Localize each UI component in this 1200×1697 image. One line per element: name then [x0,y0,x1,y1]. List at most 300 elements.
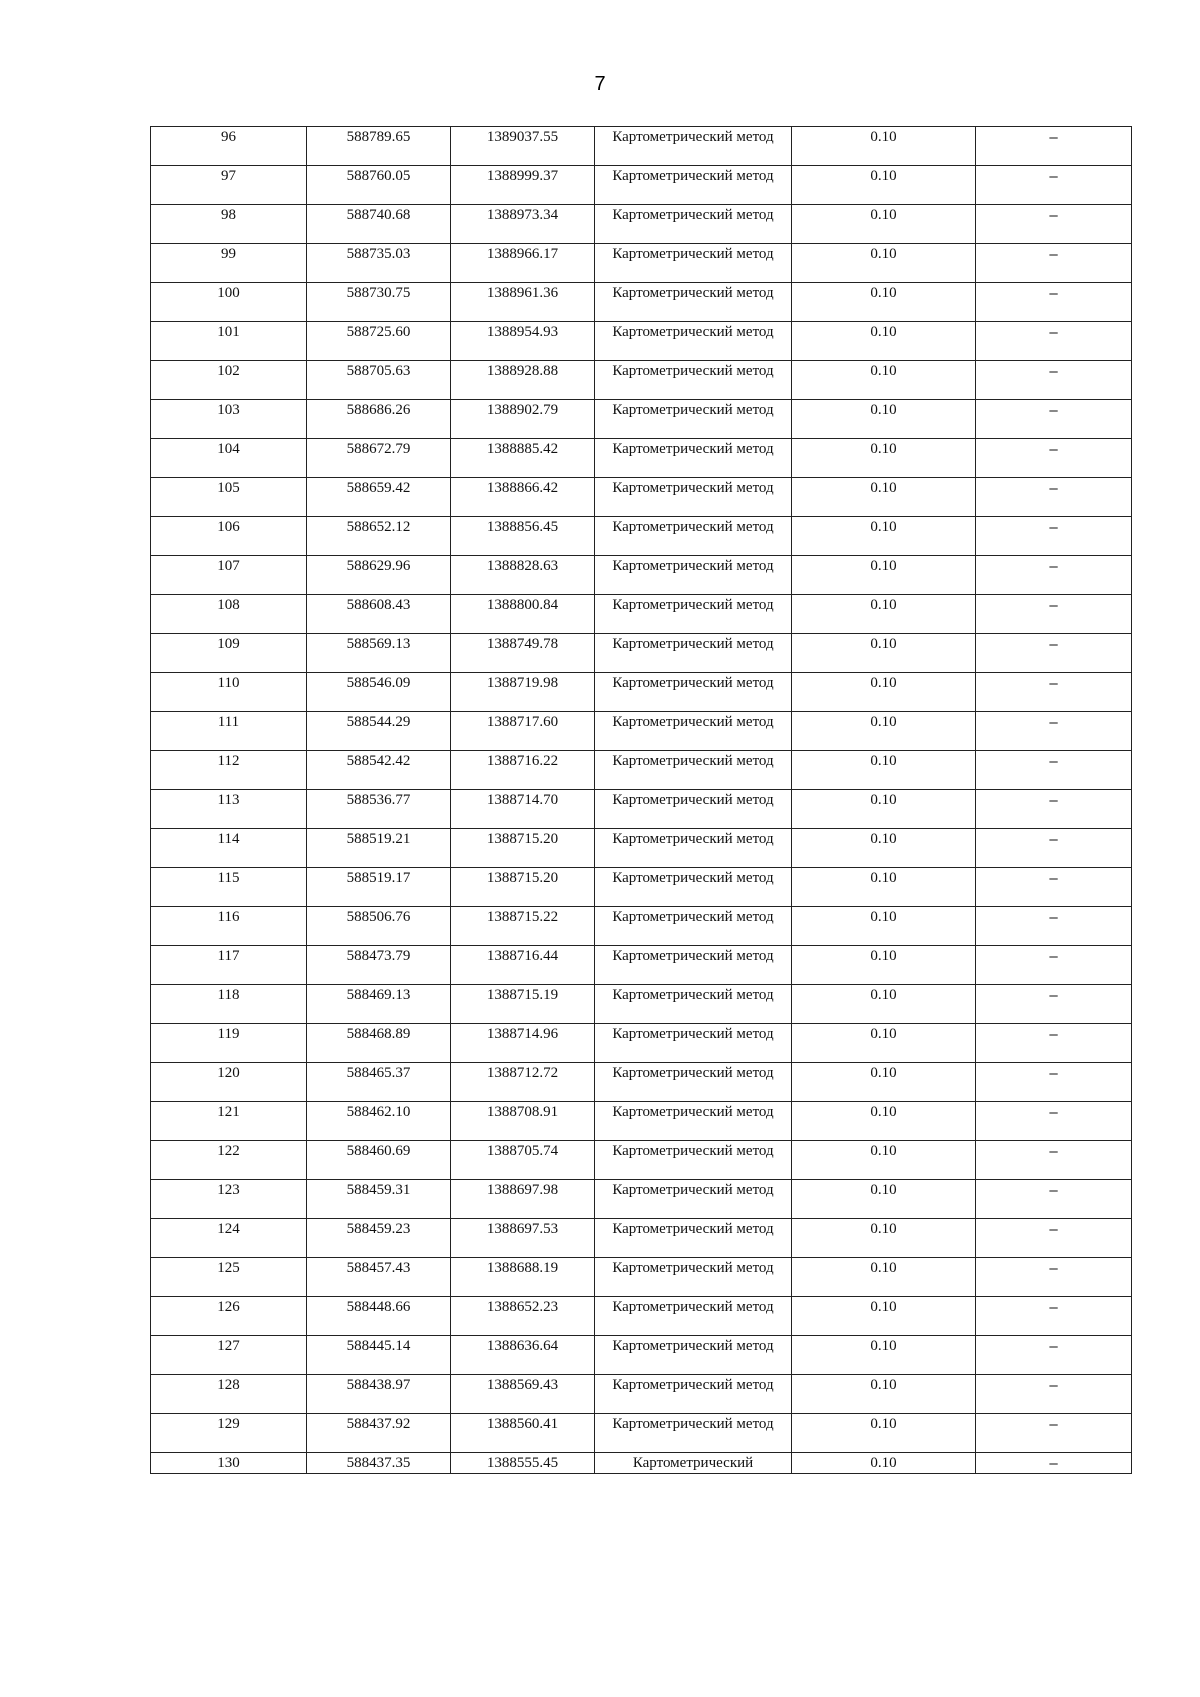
accuracy-cell-text: 0.10 [870,1416,897,1432]
method-cell-text: Картометрический метод [612,636,774,652]
x-coordinate-cell [307,1375,451,1414]
point-number-cell-text: 97 [221,168,236,184]
point-number-cell [151,1336,307,1375]
x-coordinate-cell [307,1414,451,1453]
accuracy-cell [792,1414,976,1453]
point-number-cell-text: 100 [217,285,240,301]
x-coordinate-cell [307,1297,451,1336]
point-number-cell [151,673,307,712]
point-number-cell-text: 96 [221,129,236,145]
y-coordinate-cell [451,1180,595,1219]
x-coordinate-cell-text: 588760.05 [346,168,411,184]
table-row [151,283,1132,322]
table-row [151,556,1132,595]
accuracy-cell [792,868,976,907]
description-cell [976,1024,1132,1063]
point-number-cell [151,1414,307,1453]
point-number-cell-text: 108 [217,597,240,613]
point-number-cell-text: 128 [217,1377,240,1393]
method-cell [595,439,792,478]
y-coordinate-cell [451,673,595,712]
accuracy-cell [792,946,976,985]
y-coordinate-cell-text: 1388569.43 [486,1377,559,1393]
accuracy-cell-text: 0.10 [870,519,897,535]
y-coordinate-cell-text: 1388714.96 [486,1026,559,1042]
y-coordinate-cell-text: 1388800.84 [486,597,559,613]
method-cell-text: Картометрический метод [612,285,774,301]
method-cell [595,1375,792,1414]
y-coordinate-cell-text: 1388715.19 [486,987,559,1003]
x-coordinate-cell [307,1336,451,1375]
accuracy-cell-text: 0.10 [870,441,897,457]
y-coordinate-cell-text: 1388697.53 [486,1221,559,1237]
x-coordinate-cell [307,829,451,868]
y-coordinate-cell [451,946,595,985]
x-coordinate-cell [307,439,451,478]
y-coordinate-cell-text: 1388716.22 [486,753,559,769]
y-coordinate-cell [451,283,595,322]
method-cell [595,790,792,829]
table-row [151,361,1132,400]
point-number-cell [151,1102,307,1141]
point-number-cell-text: 118 [217,987,240,1003]
y-coordinate-cell [451,790,595,829]
y-coordinate-cell [451,1453,595,1474]
method-cell [595,166,792,205]
description-cell [976,556,1132,595]
point-number-cell [151,946,307,985]
table-row [151,829,1132,868]
x-coordinate-cell [307,361,451,400]
description-cell-text: – [1049,402,1058,419]
point-number-cell-text: 125 [217,1260,240,1276]
accuracy-cell-text: 0.10 [870,1260,897,1276]
accuracy-cell-text: 0.10 [870,402,897,418]
description-cell [976,205,1132,244]
method-cell [595,478,792,517]
point-number-cell [151,751,307,790]
table-row [151,907,1132,946]
accuracy-cell-text: 0.10 [870,636,897,652]
description-cell [976,1414,1132,1453]
y-coordinate-cell [451,634,595,673]
method-cell [595,244,792,283]
point-number-cell [151,1258,307,1297]
description-cell-text: – [1049,480,1058,497]
point-number-cell [151,829,307,868]
accuracy-cell [792,1063,976,1102]
description-cell-text: – [1049,1416,1058,1433]
y-coordinate-cell-text: 1388555.45 [486,1455,559,1471]
method-cell-text: Картометрический метод [612,1377,774,1393]
description-cell [976,1141,1132,1180]
point-number-cell [151,595,307,634]
point-number-cell-text: 103 [217,402,240,418]
table-row [151,868,1132,907]
method-cell-text: Картометрический метод [612,1182,774,1198]
point-number-cell [151,1063,307,1102]
x-coordinate-cell-text: 588608.43 [346,597,411,613]
table-row [151,1102,1132,1141]
x-coordinate-cell [307,1063,451,1102]
x-coordinate-cell [307,985,451,1024]
method-cell-text: Картометрический метод [612,1299,774,1315]
method-cell-text: Картометрический метод [612,987,774,1003]
method-cell [595,1063,792,1102]
description-cell-text: – [1049,1338,1058,1355]
method-cell-text: Картометрический метод [612,480,774,496]
table-row [151,1258,1132,1297]
method-cell [595,361,792,400]
point-number-cell-text: 117 [217,948,240,964]
method-cell-text: Картометрический [632,1455,754,1471]
x-coordinate-cell-text: 588730.75 [346,285,411,301]
point-number-cell-text: 126 [217,1299,240,1315]
point-number-cell-text: 114 [217,831,240,847]
table-row [151,1453,1132,1474]
table-row [151,478,1132,517]
x-coordinate-cell [307,1219,451,1258]
y-coordinate-cell [451,517,595,556]
point-number-cell-text: 119 [217,1026,240,1042]
description-cell [976,790,1132,829]
method-cell-text: Картометрический метод [612,1065,774,1081]
accuracy-cell [792,907,976,946]
y-coordinate-cell-text: 1388697.98 [486,1182,559,1198]
point-number-cell-text: 112 [217,753,240,769]
point-number-cell-text: 113 [217,792,240,808]
description-cell [976,946,1132,985]
description-cell [976,634,1132,673]
method-cell [595,634,792,673]
accuracy-cell [792,1102,976,1141]
method-cell-text: Картометрический метод [612,753,774,769]
y-coordinate-cell-text: 1388719.98 [486,675,559,691]
point-number-cell-text: 120 [217,1065,240,1081]
x-coordinate-cell [307,790,451,829]
method-cell [595,1141,792,1180]
x-coordinate-cell-text: 588542.42 [346,753,411,769]
table-row [151,1297,1132,1336]
description-cell [976,283,1132,322]
description-cell-text: – [1049,519,1058,536]
x-coordinate-cell [307,712,451,751]
table-row [151,205,1132,244]
x-coordinate-cell-text: 588462.10 [346,1104,411,1120]
description-cell [976,244,1132,283]
y-coordinate-cell-text: 1388866.42 [486,480,559,496]
y-coordinate-cell-text: 1388712.72 [486,1065,559,1081]
point-number-cell-text: 124 [217,1221,240,1237]
accuracy-cell [792,1219,976,1258]
x-coordinate-cell [307,751,451,790]
accuracy-cell [792,595,976,634]
description-cell [976,166,1132,205]
description-cell-text: – [1049,285,1058,302]
accuracy-cell-text: 0.10 [870,1221,897,1237]
accuracy-cell [792,556,976,595]
description-cell-text: – [1049,441,1058,458]
method-cell-text: Картометрический метод [612,831,774,847]
y-coordinate-cell [451,1258,595,1297]
x-coordinate-cell-text: 588469.13 [346,987,411,1003]
description-cell-text: – [1049,1260,1058,1277]
y-coordinate-cell-text: 1388715.22 [486,909,559,925]
point-number-cell [151,868,307,907]
description-cell-text: – [1049,1377,1058,1394]
accuracy-cell [792,1141,976,1180]
point-number-cell-text: 127 [217,1338,240,1354]
point-number-cell-text: 122 [217,1143,240,1159]
x-coordinate-cell-text: 588448.66 [346,1299,411,1315]
y-coordinate-cell [451,751,595,790]
y-coordinate-cell [451,712,595,751]
x-coordinate-cell [307,634,451,673]
description-cell-text: – [1049,324,1058,341]
accuracy-cell-text: 0.10 [870,1143,897,1159]
method-cell [595,946,792,985]
x-coordinate-cell-text: 588460.69 [346,1143,411,1159]
point-number-cell [151,517,307,556]
y-coordinate-cell [451,478,595,517]
method-cell-text: Картометрический метод [612,402,774,418]
method-cell-text: Картометрический метод [612,1104,774,1120]
x-coordinate-cell-text: 588740.68 [346,207,411,223]
description-cell-text: – [1049,1065,1058,1082]
point-number-cell-text: 106 [217,519,240,535]
accuracy-cell [792,829,976,868]
point-number-cell [151,1141,307,1180]
coordinates-table-body [151,127,1132,1474]
description-cell [976,829,1132,868]
accuracy-cell-text: 0.10 [870,1338,897,1354]
method-cell [595,1453,792,1474]
accuracy-cell-text: 0.10 [870,1455,897,1471]
x-coordinate-cell-text: 588437.92 [346,1416,411,1432]
point-number-cell-text: 109 [217,636,240,652]
accuracy-cell-text: 0.10 [870,675,897,691]
accuracy-cell [792,361,976,400]
y-coordinate-cell-text: 1388716.44 [486,948,559,964]
x-coordinate-cell-text: 588544.29 [346,714,411,730]
x-coordinate-cell-text: 588459.31 [346,1182,411,1198]
method-cell [595,1414,792,1453]
table-row [151,985,1132,1024]
point-number-cell [151,283,307,322]
method-cell [595,868,792,907]
table-row [151,1141,1132,1180]
description-cell-text: – [1049,792,1058,809]
accuracy-cell-text: 0.10 [870,129,897,145]
point-number-cell [151,439,307,478]
table-row [151,1024,1132,1063]
description-cell-text: – [1049,948,1058,965]
method-cell [595,283,792,322]
point-number-cell-text: 102 [217,363,240,379]
method-cell [595,1180,792,1219]
description-cell-text: – [1049,675,1058,692]
method-cell [595,673,792,712]
point-number-cell [151,985,307,1024]
x-coordinate-cell [307,556,451,595]
y-coordinate-cell [451,868,595,907]
accuracy-cell-text: 0.10 [870,207,897,223]
point-number-cell [151,907,307,946]
point-number-cell [151,205,307,244]
x-coordinate-cell [307,673,451,712]
description-cell [976,400,1132,439]
accuracy-cell [792,790,976,829]
accuracy-cell [792,985,976,1024]
point-number-cell [151,478,307,517]
point-number-cell [151,712,307,751]
description-cell-text: – [1049,1104,1058,1121]
method-cell-text: Картометрический метод [612,1416,774,1432]
method-cell [595,985,792,1024]
y-coordinate-cell-text: 1388928.88 [486,363,559,379]
method-cell-text: Картометрический метод [612,714,774,730]
description-cell [976,673,1132,712]
description-cell [976,439,1132,478]
accuracy-cell [792,1297,976,1336]
point-number-cell [151,1219,307,1258]
accuracy-cell [792,1375,976,1414]
y-coordinate-cell [451,1297,595,1336]
description-cell [976,1453,1132,1474]
x-coordinate-cell-text: 588457.43 [346,1260,411,1276]
y-coordinate-cell-text: 1388902.79 [486,402,559,418]
x-coordinate-cell [307,205,451,244]
description-cell-text: – [1049,558,1058,575]
method-cell-text: Картометрический метод [612,1260,774,1276]
method-cell [595,1219,792,1258]
table-row [151,1063,1132,1102]
x-coordinate-cell-text: 588437.35 [346,1455,411,1471]
description-cell [976,1063,1132,1102]
accuracy-cell-text: 0.10 [870,363,897,379]
point-number-cell-text: 123 [217,1182,240,1198]
y-coordinate-cell [451,361,595,400]
table-row [151,322,1132,361]
table-row [151,1336,1132,1375]
method-cell-text: Картометрический метод [612,207,774,223]
accuracy-cell [792,673,976,712]
y-coordinate-cell-text: 1388705.74 [486,1143,559,1159]
y-coordinate-cell-text: 1388652.23 [486,1299,559,1315]
x-coordinate-cell [307,1102,451,1141]
table-row [151,244,1132,283]
y-coordinate-cell-text: 1388714.70 [486,792,559,808]
accuracy-cell-text: 0.10 [870,1026,897,1042]
x-coordinate-cell-text: 588536.77 [346,792,411,808]
description-cell-text: – [1049,1455,1058,1472]
y-coordinate-cell [451,1063,595,1102]
x-coordinate-cell-text: 588465.37 [346,1065,411,1081]
y-coordinate-cell [451,322,595,361]
point-number-cell [151,166,307,205]
method-cell-text: Картометрический метод [612,129,774,145]
y-coordinate-cell [451,985,595,1024]
accuracy-cell [792,1180,976,1219]
y-coordinate-cell-text: 1388715.20 [486,831,559,847]
accuracy-cell [792,478,976,517]
table-row [151,673,1132,712]
x-coordinate-cell [307,400,451,439]
y-coordinate-cell-text: 1388885.42 [486,441,559,457]
y-coordinate-cell [451,829,595,868]
y-coordinate-cell-text: 1388717.60 [486,714,559,730]
x-coordinate-cell-text: 588445.14 [346,1338,411,1354]
table-row [151,712,1132,751]
point-number-cell [151,790,307,829]
accuracy-cell-text: 0.10 [870,1377,897,1393]
point-number-cell-text: 110 [217,675,240,691]
point-number-cell-text: 111 [217,714,240,730]
y-coordinate-cell [451,1102,595,1141]
x-coordinate-cell [307,907,451,946]
x-coordinate-cell-text: 588438.97 [346,1377,411,1393]
y-coordinate-cell-text: 1388749.78 [486,636,559,652]
x-coordinate-cell [307,1180,451,1219]
accuracy-cell [792,751,976,790]
description-cell-text: – [1049,636,1058,653]
accuracy-cell-text: 0.10 [870,285,897,301]
x-coordinate-cell [307,322,451,361]
description-cell [976,907,1132,946]
accuracy-cell-text: 0.10 [870,597,897,613]
method-cell [595,322,792,361]
y-coordinate-cell-text: 1388999.37 [486,168,559,184]
x-coordinate-cell [307,283,451,322]
x-coordinate-cell [307,127,451,166]
method-cell [595,1024,792,1063]
method-cell-text: Картометрический метод [612,675,774,691]
method-cell [595,556,792,595]
y-coordinate-cell [451,205,595,244]
point-number-cell [151,127,307,166]
accuracy-cell-text: 0.10 [870,324,897,340]
y-coordinate-cell [451,595,595,634]
accuracy-cell [792,439,976,478]
description-cell [976,1258,1132,1297]
description-cell-text: – [1049,1026,1058,1043]
x-coordinate-cell-text: 588569.13 [346,636,411,652]
accuracy-cell [792,244,976,283]
accuracy-cell [792,1336,976,1375]
point-number-cell [151,1180,307,1219]
y-coordinate-cell [451,1336,595,1375]
point-number-cell-text: 129 [217,1416,240,1432]
table-row [151,790,1132,829]
table-row [151,1219,1132,1258]
x-coordinate-cell-text: 588519.21 [346,831,411,847]
description-cell-text: – [1049,207,1058,224]
method-cell-text: Картометрический метод [612,909,774,925]
method-cell-text: Картометрический метод [612,948,774,964]
accuracy-cell [792,1258,976,1297]
method-cell [595,1102,792,1141]
point-number-cell-text: 101 [217,324,240,340]
accuracy-cell-text: 0.10 [870,948,897,964]
accuracy-cell-text: 0.10 [870,168,897,184]
y-coordinate-cell [451,1219,595,1258]
description-cell [976,1375,1132,1414]
method-cell [595,829,792,868]
method-cell-text: Картометрический метод [612,792,774,808]
accuracy-cell-text: 0.10 [870,792,897,808]
y-coordinate-cell [451,907,595,946]
description-cell [976,868,1132,907]
